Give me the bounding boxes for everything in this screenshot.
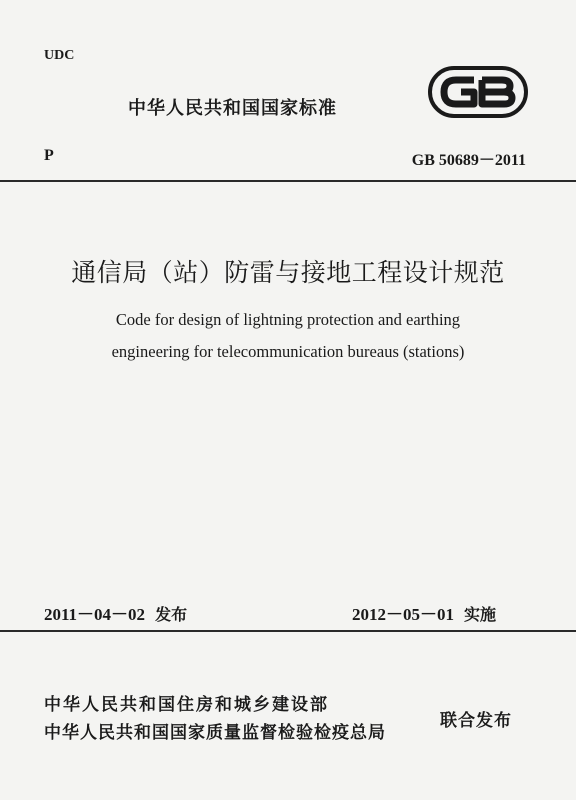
implementation-date: 2012－05－01 (352, 605, 454, 624)
gb-logo-icon (428, 66, 528, 118)
title-english-line-2: engineering for telecommunication bureaus (stations) (111, 342, 465, 361)
joint-issue-label: 联合发布 (440, 711, 512, 731)
issue-date-block (44, 600, 187, 625)
issuer-ministry-housing: 中华人民共和国住房和城乡建设部 (44, 695, 329, 715)
national-standard-heading: 中华人民共和国国家标准 (128, 98, 337, 119)
implementation-date-block (352, 600, 496, 625)
implementation-label: 实施 (464, 605, 497, 624)
title-english-line-1: Code for design of lightning protection and earthing (115, 310, 461, 329)
issue-date: 2011－04－02 (44, 605, 146, 624)
title-chinese: 通信局（站）防雷与接地工程设计规范 (71, 258, 505, 287)
issue-label: 发布 (155, 605, 188, 624)
issuer-aqsiq: 中华人民共和国国家质量监督检验检疫总局 (44, 723, 386, 743)
category-code: P (44, 147, 54, 164)
standard-number: GB 50689－2011 (411, 152, 526, 169)
divider-top (0, 180, 576, 182)
divider-bottom (0, 630, 576, 632)
udc-label: UDC (44, 48, 75, 63)
